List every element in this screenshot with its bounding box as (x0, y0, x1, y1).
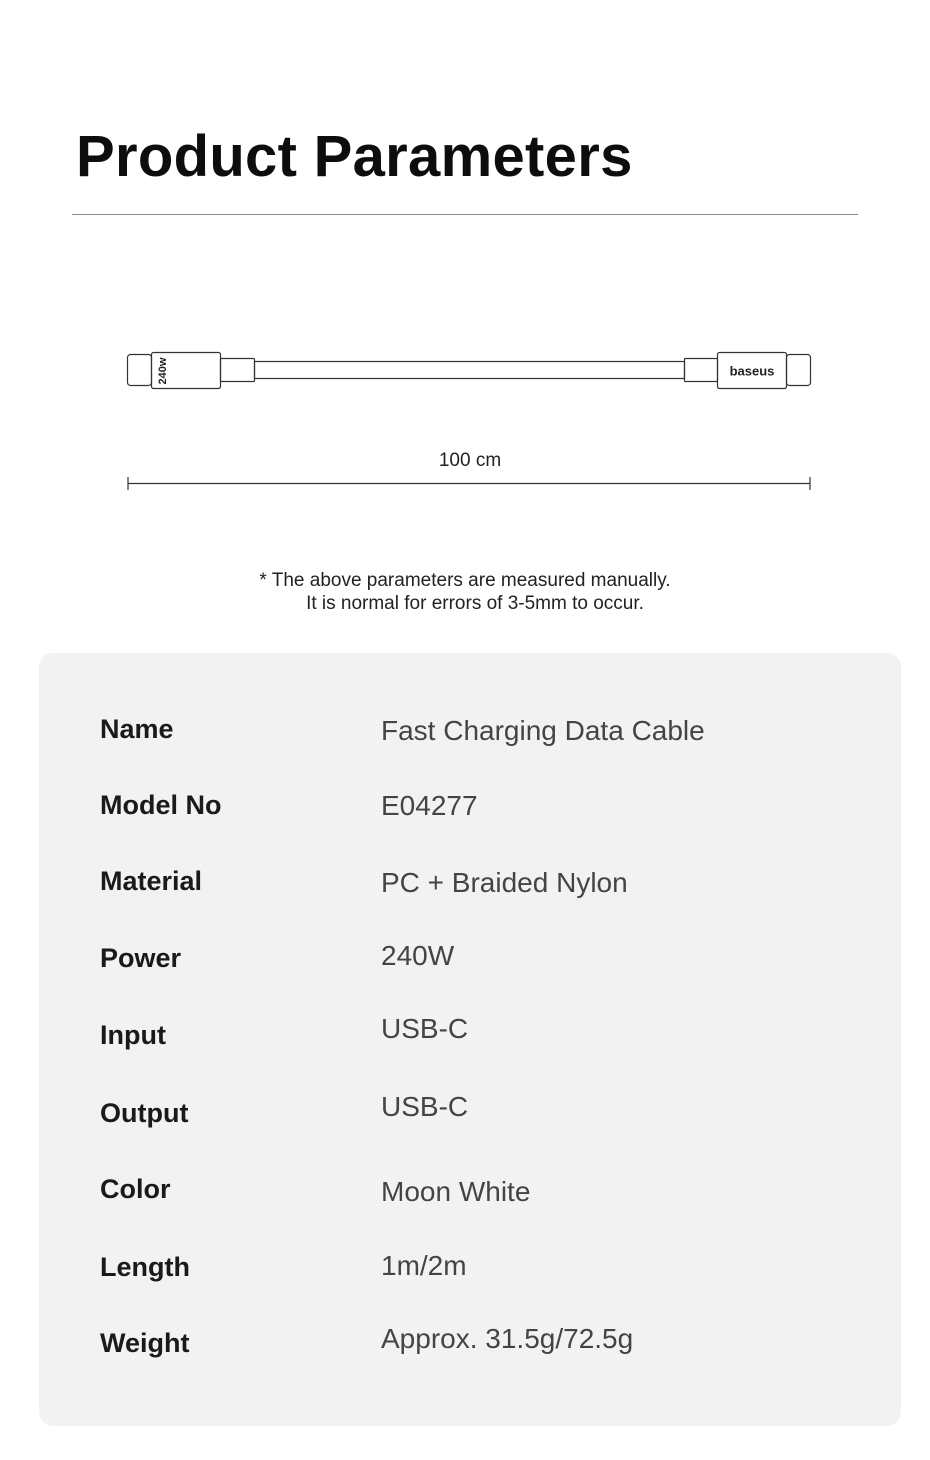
spec-row-name (39, 709, 901, 749)
power-marking: 240w (157, 357, 169, 385)
spec-value: 240W (381, 940, 455, 971)
cable-body (255, 362, 685, 379)
spec-value: USB-C (381, 1091, 469, 1122)
spec-row-material (39, 861, 901, 901)
spec-value: PC + Braided Nylon (381, 867, 628, 898)
spec-value: E04277 (381, 790, 478, 821)
spec-label: Input (100, 1020, 166, 1050)
spec-row-length (39, 1247, 901, 1287)
spec-row-model-no (39, 785, 901, 825)
spec-label: Length (100, 1252, 190, 1282)
spec-row-weight (39, 1323, 901, 1363)
baseus-logo: baseus (729, 363, 775, 379)
spec-value: 1m/2m (381, 1250, 467, 1281)
spec-label: Weight (100, 1328, 190, 1358)
spec-panel (39, 653, 901, 1426)
right-strain-relief (685, 359, 718, 382)
measurement-note-line-2: It is normal for errors of 3-5mm to occur. (306, 593, 644, 614)
spec-label: Name (100, 714, 174, 744)
spec-label: Color (100, 1174, 171, 1204)
measurement-note-line-1: * The above parameters are measured manually. (259, 570, 671, 591)
page-title: Product Parameters (76, 124, 633, 189)
spec-label: Model No (100, 790, 222, 820)
spec-row-output (39, 1093, 901, 1133)
spec-value: Fast Charging Data Cable (381, 715, 705, 746)
spec-row-power (39, 938, 901, 978)
spec-row-input (39, 1015, 901, 1055)
spec-label: Output (100, 1098, 189, 1128)
spec-value: Approx. 31.5g/72.5g (381, 1323, 634, 1354)
right-connector-tip (787, 355, 811, 386)
spec-label: Material (100, 866, 203, 896)
cable-diagram (0, 0, 930, 520)
length-label: 100 cm (438, 450, 502, 471)
spec-value: Moon White (381, 1176, 531, 1207)
left-connector-tip (128, 355, 152, 386)
spec-row-color (39, 1169, 901, 1209)
spec-value: USB-C (381, 1013, 469, 1044)
spec-label: Power (100, 943, 182, 973)
left-strain-relief (221, 359, 255, 382)
